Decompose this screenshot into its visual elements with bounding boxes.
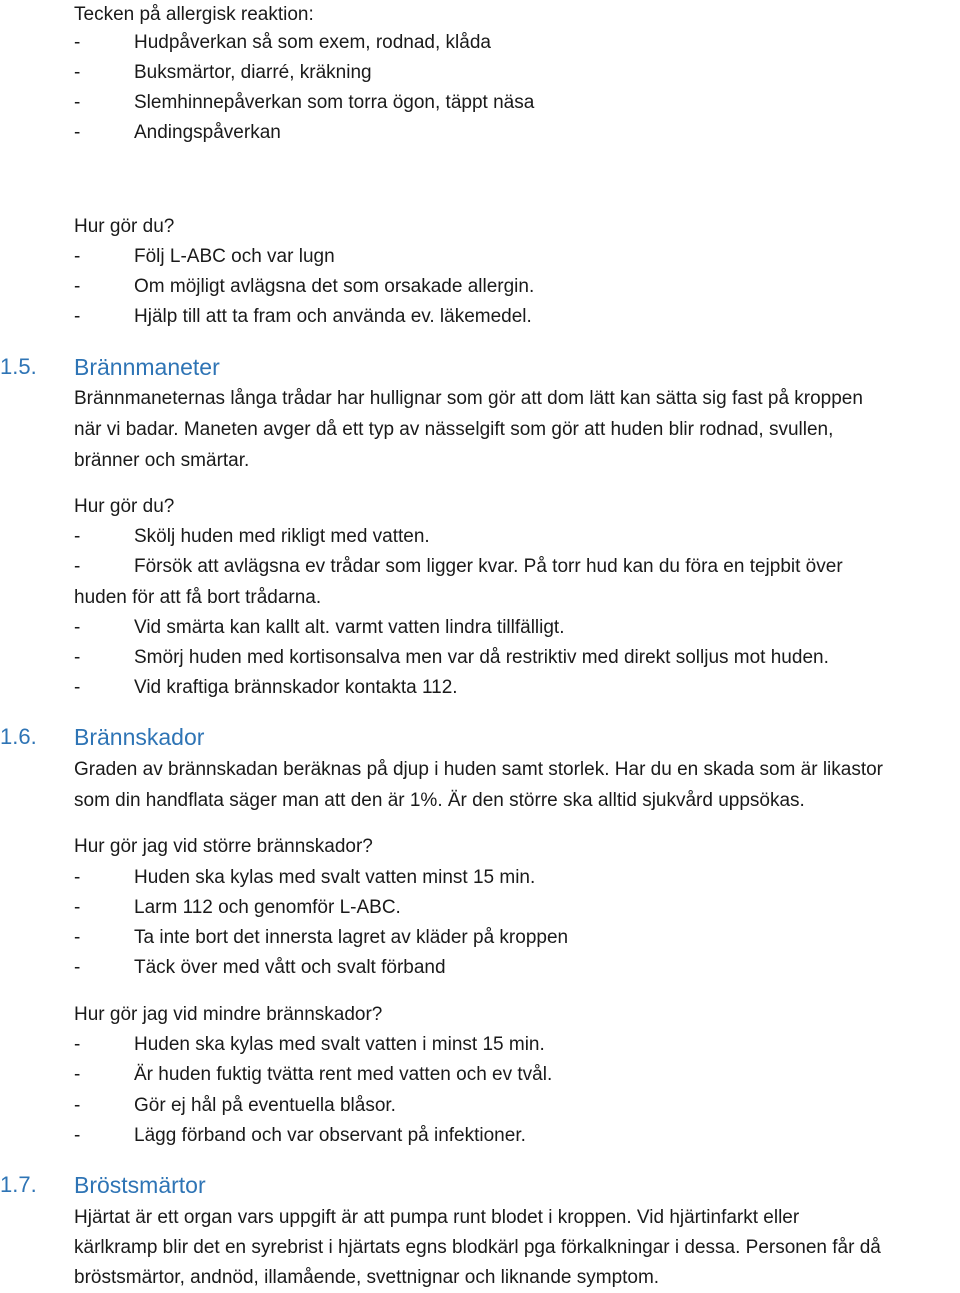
section-title: Brännmaneter — [74, 354, 220, 380]
section-number: 1.5. — [0, 354, 37, 379]
paragraph-line: kärlkramp blir det en syrebrist i hjärtats egns blodkärl pga förkalkningar i dessa. Personen får då — [74, 1237, 881, 1258]
paragraph-line: som din handflata säger man att den är 1%. Är den större ska alltid sjukvård uppsökas. — [74, 790, 805, 811]
section-title: Brännskador — [74, 724, 205, 750]
section-number: 1.6. — [0, 724, 37, 749]
section-title: Bröstsmärtor — [74, 1172, 206, 1198]
paragraph-line: bränner och smärtar. — [74, 450, 250, 471]
action-heading: Hur gör jag vid mindre brännskador? — [74, 1004, 383, 1025]
paragraph-line: när vi badar. Maneten avger då ett typ av nässelgift som gör att huden blir rodnad, svullen, — [74, 419, 834, 440]
action-heading: Hur gör jag vid större brännskador? — [74, 836, 373, 857]
action-heading: Hur gör du? — [74, 496, 175, 517]
paragraph-line: Graden av brännskadan beräknas på djup i huden samt storlek. Har du en skada som är likastor — [74, 759, 884, 780]
allergy-action-heading: Hur gör du? — [74, 216, 175, 237]
section-number: 1.7. — [0, 1172, 37, 1197]
allergy-signs-heading: Tecken på allergisk reaktion: — [74, 4, 314, 25]
paragraph-line: Brännmaneternas långa trådar har hullignar som gör att dom lätt kan sätta sig fast på kroppen — [74, 388, 863, 409]
paragraph-line: bröstsmärtor, andnöd, illamående, svettnignar och liknande symptom. — [74, 1267, 660, 1288]
paragraph-line: Hjärtat är ett organ vars uppgift är att pumpa runt blodet i kroppen. Vid hjärtinfarkt eller — [74, 1207, 800, 1228]
list-item-continuation: huden för att få bort trådarna. — [74, 587, 322, 608]
